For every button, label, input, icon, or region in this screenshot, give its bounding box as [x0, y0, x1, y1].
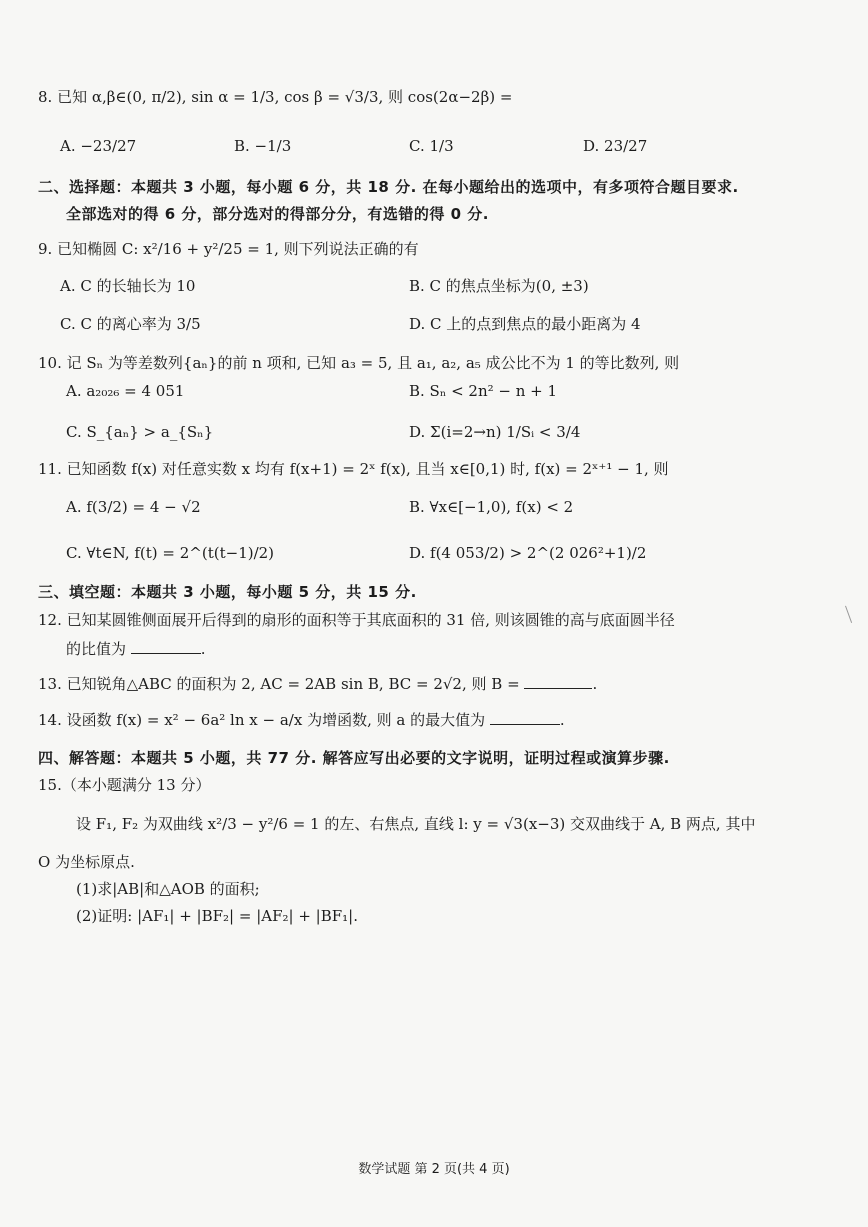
- q15-part1: (1)求|AB|和△AOB 的面积;: [76, 880, 260, 898]
- q11-option-a: A. f(3/2) = 4 − √2: [66, 498, 201, 516]
- scan-mark: [845, 605, 854, 623]
- q14-line: 14. 设函数 f(x) = x² − 6a² ln x − a/x 为增函数, 则 a 的最大值为 .: [38, 711, 565, 729]
- q15-header: 15.（本小题满分 13 分）: [38, 776, 211, 794]
- q13-line: 13. 已知锐角△ABC 的面积为 2, AC = 2AB sin B, BC = 2√2, 则 B = .: [38, 675, 598, 693]
- q15-line1: 设 F₁, F₂ 为双曲线 x²/3 − y²/6 = 1 的左、右焦点, 直线 l: y = √3(x−3) 交双曲线于 A, B 两点, 其中: [76, 815, 756, 833]
- q12-line2: 的比值为 .: [66, 640, 206, 658]
- q8-stem: 8. 已知 α,β∈(0, π/2), sin α = 1/3, cos β = √3/3, 则 cos(2α−2β) =: [38, 88, 513, 106]
- q12-line2-text: 的比值为: [66, 640, 127, 658]
- section2-note: 全部选对的得 6 分，部分选对的得部分分，有选错的得 0 分.: [66, 205, 489, 223]
- q10-stem: 10. 记 Sₙ 为等差数列{aₙ}的前 n 项和, 已知 a₃ = 5, 且 a₁, a₂, a₅ 成公比不为 1 的等比数列, 则: [38, 354, 680, 372]
- section3-title: 三、填空题：本题共 3 小题，每小题 5 分，共 15 分.: [38, 583, 417, 601]
- q12-line1: 12. 已知某圆锥侧面展开后得到的扇形的面积等于其底面积的 31 倍, 则该圆锥的高与底面圆半径: [38, 611, 675, 629]
- q10-option-c: C. S_{aₙ} > a_{Sₙ}: [66, 423, 214, 441]
- q9-option-d: D. C 上的点到焦点的最小距离为 4: [409, 315, 641, 333]
- q15-line2: O 为坐标原点.: [38, 853, 135, 871]
- q9-stem: 9. 已知椭圆 C: x²/16 + y²/25 = 1, 则下列说法正确的有: [38, 240, 419, 258]
- q8-option-d: D. 23/27: [583, 137, 648, 155]
- q11-option-d: D. f(4 053/2) > 2^(2 026²+1)/2: [409, 544, 647, 562]
- q12-answer-blank[interactable]: [131, 639, 201, 654]
- q10-option-b: B. Sₙ < 2n² − n + 1: [409, 382, 558, 400]
- page-footer: 数学试题 第 2 页(共 4 页): [358, 1162, 510, 1177]
- q13-answer-blank[interactable]: [524, 674, 592, 689]
- section4-title: 四、解答题：本题共 5 小题，共 77 分. 解答应写出必要的文字说明，证明过程或演算步骤.: [38, 749, 670, 767]
- q11-option-b: B. ∀x∈[−1,0), f(x) < 2: [409, 498, 574, 516]
- section2-title: 二、选择题：本题共 3 小题，每小题 6 分，共 18 分. 在每小题给出的选项中，有多项符合题目要求.: [38, 178, 739, 196]
- q9-option-c: C. C 的离心率为 3/5: [60, 315, 201, 333]
- q8-option-a: A. −23/27: [60, 137, 137, 155]
- q8-option-b: B. −1/3: [234, 137, 292, 155]
- q9-option-b: B. C 的焦点坐标为(0, ±3): [409, 277, 589, 295]
- q15-part2: (2)证明: |AF₁| + |BF₂| = |AF₂| + |BF₁|.: [76, 907, 358, 925]
- q9-option-a: A. C 的长轴长为 10: [60, 277, 196, 295]
- q14-stem: 14. 设函数 f(x) = x² − 6a² ln x − a/x 为增函数, 则 a 的最大值为: [38, 711, 486, 729]
- q13-stem: 13. 已知锐角△ABC 的面积为 2, AC = 2AB sin B, BC = 2√2, 则 B =: [38, 675, 520, 693]
- q10-option-d: D. Σ(i=2→n) 1/Sᵢ < 3/4: [409, 423, 581, 441]
- q11-option-c: C. ∀t∈N, f(t) = 2^(t(t−1)/2): [66, 544, 275, 562]
- q14-answer-blank[interactable]: [490, 710, 560, 725]
- q10-option-a: A. a₂₀₂₆ = 4 051: [66, 382, 185, 400]
- q8-option-c: C. 1/3: [409, 137, 454, 155]
- q11-stem: 11. 已知函数 f(x) 对任意实数 x 均有 f(x+1) = 2ˣ f(x), 且当 x∈[0,1) 时, f(x) = 2ˣ⁺¹ − 1, 则: [38, 460, 669, 478]
